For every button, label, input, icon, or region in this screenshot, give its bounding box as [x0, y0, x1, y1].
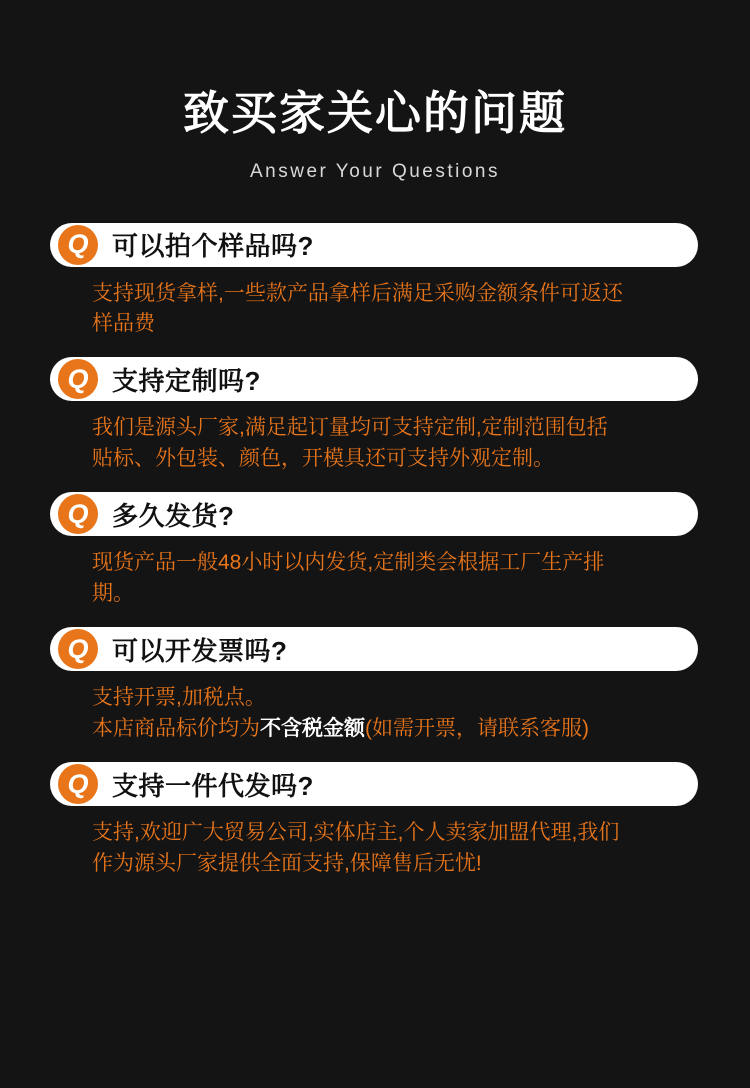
faq-question-text: 多久发货?	[112, 500, 235, 531]
answer-prefix: 本店商品标价均为	[92, 716, 260, 740]
faq-question-text: 可以拍个样品吗?	[112, 231, 314, 262]
answer-suffix: (如需开票，请联系客服)	[365, 716, 589, 740]
faq-answer-line: 期。	[92, 581, 134, 605]
faq-list	[42, 223, 708, 879]
faq-answer-line: 支持现货拿样,一些款产品拿样后满足采购金额条件可返还	[92, 281, 623, 305]
faq-answer-line: 我们是源头厂家,满足起订量均可支持定制,定制范围包括	[92, 416, 608, 440]
faq-item	[42, 762, 708, 879]
faq-answer-line: 作为源头厂家提供全面支持,保障售后无忧!	[92, 851, 482, 875]
faq-item	[42, 492, 708, 609]
faq-question-bar	[50, 492, 698, 536]
page-header	[42, 0, 708, 183]
question-badge-icon: Q	[58, 359, 98, 399]
faq-question-text: 可以开发票吗?	[112, 635, 288, 666]
page-subtitle: Answer Your Questions	[249, 160, 500, 182]
question-badge-icon: Q	[58, 629, 98, 669]
spacer	[42, 750, 708, 762]
question-badge-icon: Q	[58, 764, 98, 804]
faq-answer-text	[92, 683, 708, 744]
faq-item	[42, 357, 708, 474]
spacer	[42, 615, 708, 627]
faq-answer-text	[92, 413, 708, 474]
faq-item	[42, 627, 708, 744]
faq-answer-line: 样品费	[92, 312, 155, 336]
faq-question-text: 支持一件代发吗?	[112, 770, 314, 801]
faq-answer-line: 支持,欢迎广大贸易公司,实体店主,个人卖家加盟代理,我们	[92, 821, 620, 845]
faq-question-bar	[50, 762, 698, 806]
spacer	[42, 345, 708, 357]
faq-answer-line-rich	[92, 714, 668, 744]
faq-answer-text	[92, 548, 708, 609]
faq-question-bar	[50, 357, 698, 401]
page-title: 致买家关心的问题	[183, 87, 567, 139]
faq-answer-text	[92, 279, 708, 340]
faq-question-bar	[50, 223, 698, 267]
faq-answer-line: 现货产品一般48小时以内发货,定制类会根据工厂生产排	[92, 551, 605, 575]
faq-question-text: 支持定制吗?	[112, 365, 261, 396]
faq-answer-text	[92, 818, 708, 879]
question-badge-icon: Q	[58, 225, 98, 265]
spacer	[42, 480, 708, 492]
faq-answer-line: 支持开票,加税点。	[92, 686, 266, 710]
answer-highlight: 不含税金额	[260, 716, 365, 740]
faq-answer-line: 贴标、外包装、颜色，开模具还可支持外观定制。	[92, 446, 554, 470]
question-badge-icon: Q	[58, 494, 98, 534]
faq-item	[42, 223, 708, 340]
faq-question-bar	[50, 627, 698, 671]
